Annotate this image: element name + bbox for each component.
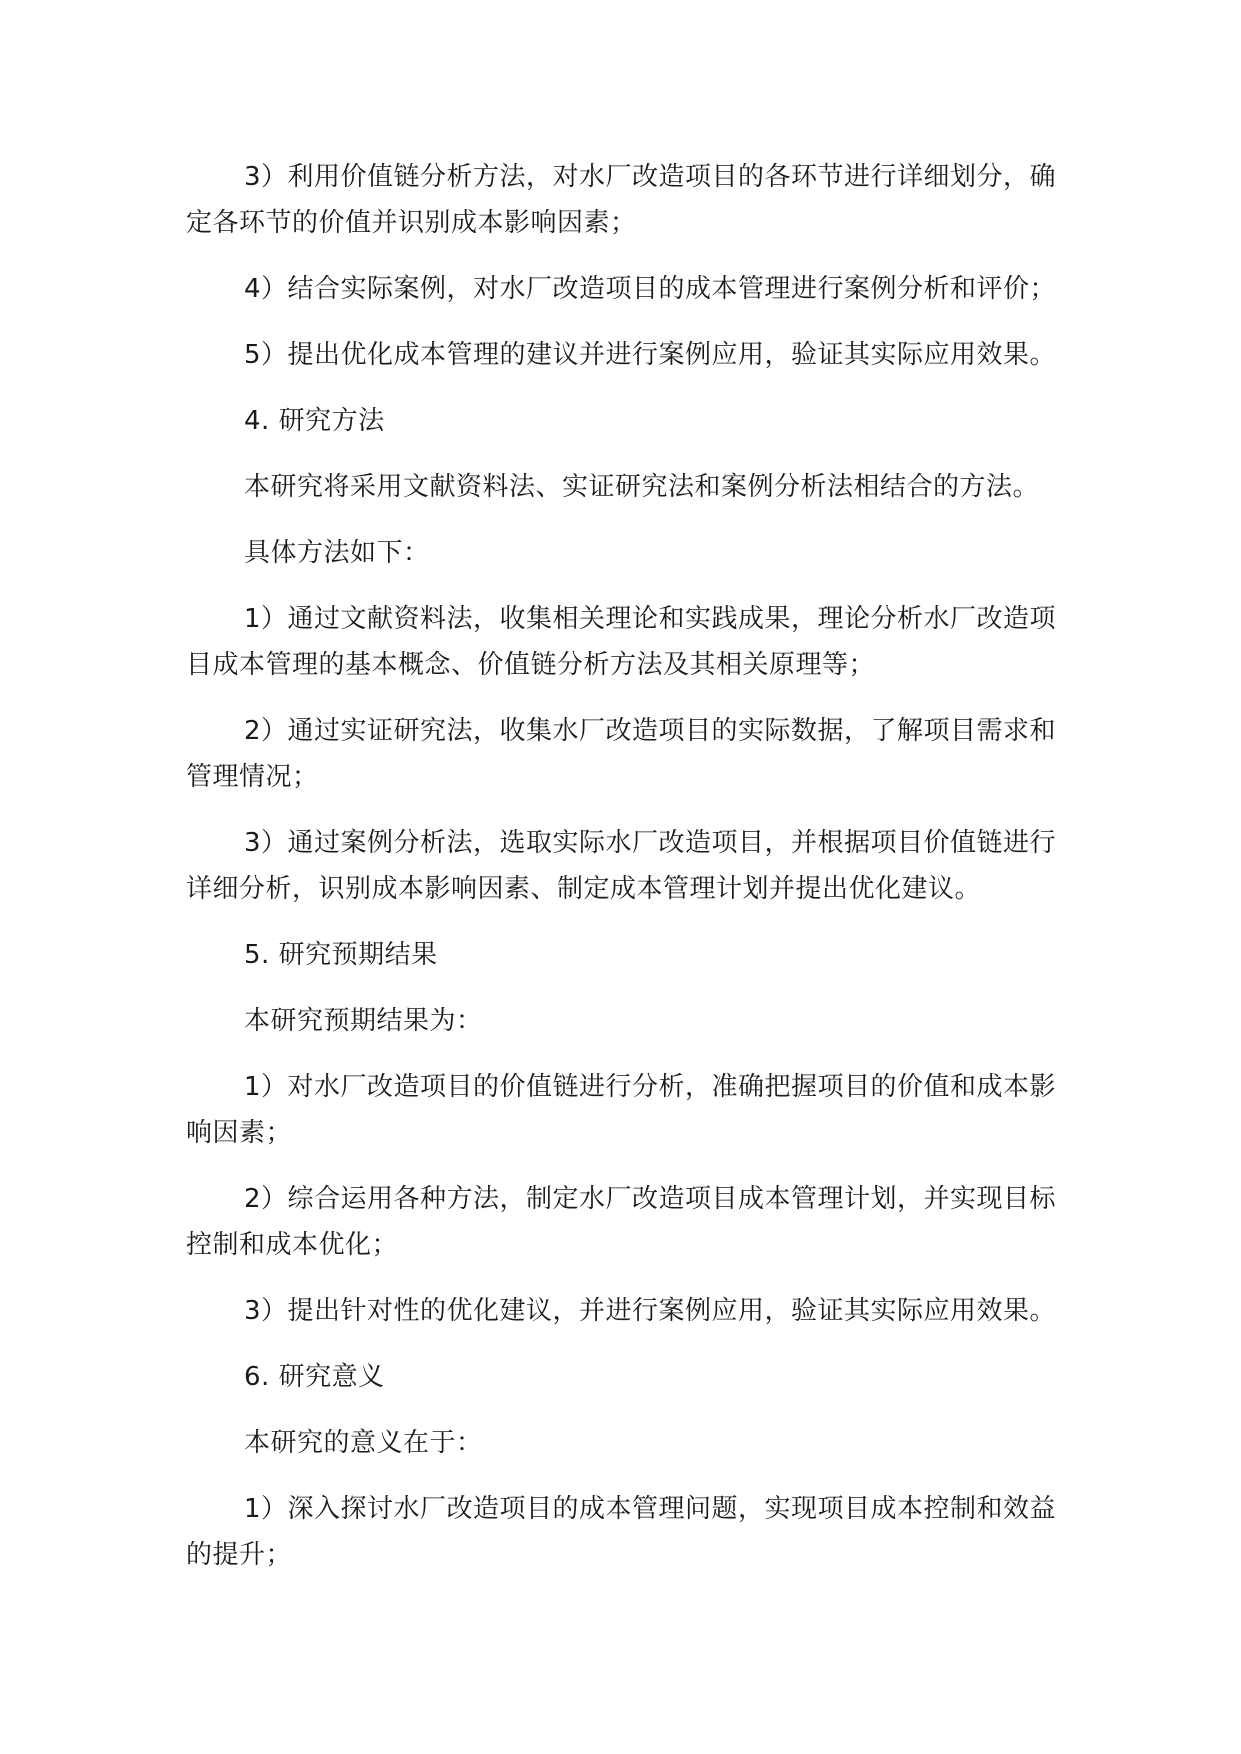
paragraph-significance-lead: 本研究的意义在于： (244, 1428, 483, 1458)
section-heading-significance: 6. 研究意义 (244, 1362, 385, 1392)
paragraph-methods-intro: 本研究将采用文献资料法、实证研究法和案例分析法相结合的方法。 (244, 472, 1040, 502)
paragraph-result-suggestions: 3）提出针对性的优化建议，并进行案例应用，验证其实际应用效果。 (244, 1296, 1057, 1326)
paragraph-item-3-value-chain: 3）利用价值链分析方法，对水厂改造项目的各环节进行详细划分，确定各环节的价值并识别成本影响因素； (186, 162, 1057, 238)
paragraph-result-plan: 2）综合运用各种方法，制定水厂改造项目成本管理计划，并实现目标控制和成本优化； (186, 1184, 1057, 1260)
paragraph-method-case: 3）通过案例分析法，选取实际水厂改造项目，并根据项目价值链进行详细分析，识别成本影响因素、制定成本管理计划并提出优化建议。 (186, 828, 1057, 904)
paragraph-method-literature: 1）通过文献资料法，收集相关理论和实践成果，理论分析水厂改造项目成本管理的基本概念、价值链分析方法及其相关原理等； (186, 604, 1057, 680)
document-body (186, 154, 1066, 1598)
section-heading-research-methods: 4. 研究方法 (244, 406, 385, 436)
paragraph-significance-cost-control: 1）深入探讨水厂改造项目的成本管理问题，实现项目成本控制和效益的提升； (186, 1494, 1057, 1570)
section-heading-expected-results: 5. 研究预期结果 (244, 940, 438, 970)
paragraph-result-value-chain: 1）对水厂改造项目的价值链进行分析，准确把握项目的价值和成本影响因素； (186, 1072, 1057, 1148)
paragraph-method-empirical: 2）通过实证研究法，收集水厂改造项目的实际数据，了解项目需求和管理情况； (186, 716, 1057, 792)
paragraph-results-lead: 本研究预期结果为： (244, 1006, 483, 1036)
paragraph-item-4-case-analysis: 4）结合实际案例，对水厂改造项目的成本管理进行案例分析和评价； (244, 274, 1057, 304)
paragraph-methods-lead: 具体方法如下： (244, 538, 430, 568)
paragraph-item-5-optimization: 5）提出优化成本管理的建议并进行案例应用，验证其实际应用效果。 (244, 340, 1057, 370)
